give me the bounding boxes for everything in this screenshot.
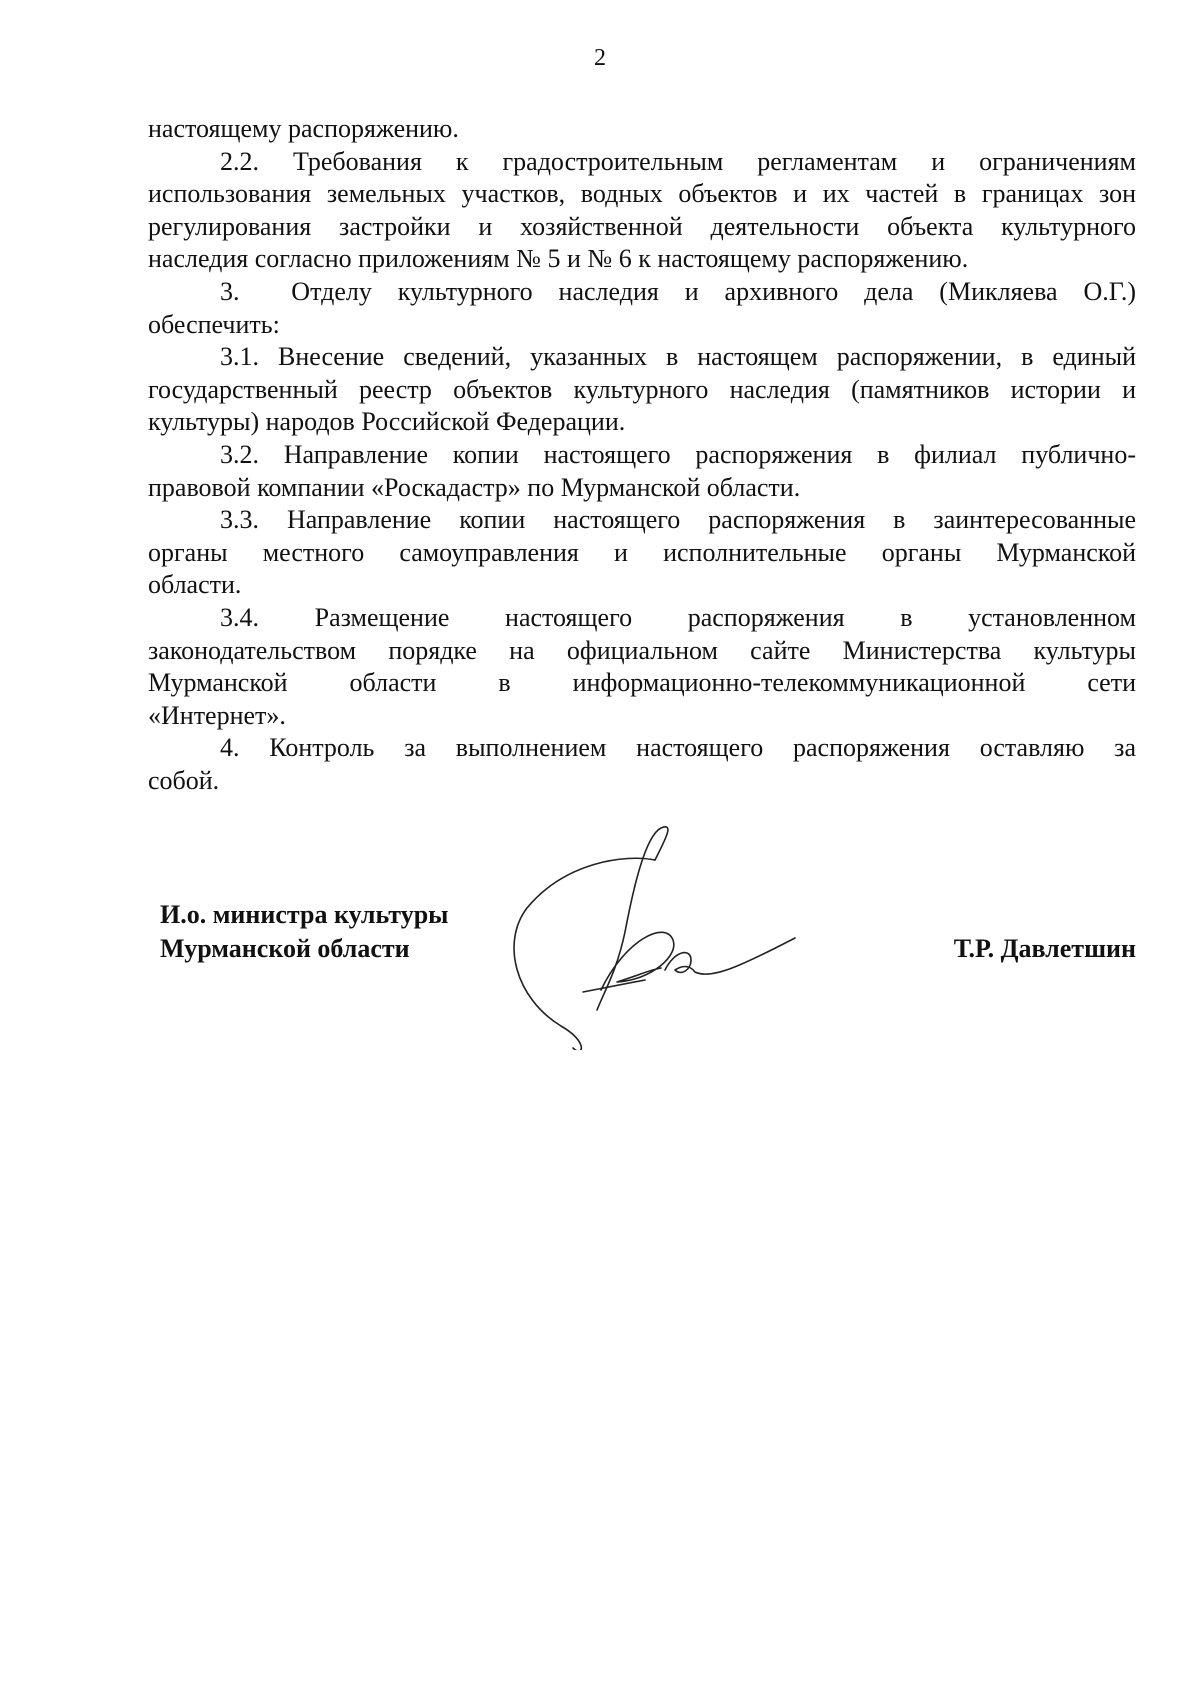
body-line: государственный реестр объектов культурного наследия (памятников истории и xyxy=(148,374,1136,404)
body-line: 3.3. Направление копии настоящего распоряжения в заинтересованные xyxy=(220,505,1136,535)
body-line: 4. Контроль за выполнением настоящего распоряжения оставляю за xyxy=(220,733,1136,763)
body-line: культуры) народов Российской Федерации. xyxy=(148,407,626,437)
page-number: 2 xyxy=(594,45,606,71)
body-line: области. xyxy=(148,570,242,600)
body-line: обеспечить: xyxy=(148,309,280,339)
document-body xyxy=(148,113,1136,797)
body-line: 3. Отделу культурного наследия и архивного дела (Микляева О.Г.) xyxy=(220,276,1136,306)
body-line: законодательством порядке на официальном сайте Министерства культуры xyxy=(148,635,1136,665)
signatory-title xyxy=(160,898,448,966)
handwritten-signature xyxy=(505,820,835,1050)
body-line: собой. xyxy=(148,765,220,795)
signatory-title-line-1: И.о. министра культуры xyxy=(160,900,449,929)
signatory-name: Т.Р. Давлетшин xyxy=(953,934,1136,963)
body-line: Мурманской области в информационно-телекоммуникационной сети xyxy=(148,668,1136,698)
body-line: 3.1. Внесение сведений, указанных в настоящем распоряжении, в единый xyxy=(220,342,1136,372)
body-line: 3.4. Размещение настоящего распоряжения в установленном xyxy=(220,602,1136,632)
body-line: регулирования застройки и хозяйственной деятельности объекта культурного xyxy=(148,211,1136,241)
body-line: наследия согласно приложениям № 5 и № 6 к настоящему распоряжению. xyxy=(148,244,969,274)
body-line: настоящему распоряжению. xyxy=(148,114,459,143)
body-line: «Интернет». xyxy=(148,700,286,730)
body-line: 2.2. Требования к градостроительным регламентам и ограничениям xyxy=(220,146,1136,176)
body-line: органы местного самоуправления и исполнительные органы Мурманской xyxy=(148,537,1136,567)
body-line: 3.2. Направление копии настоящего распоряжения в филиал публично- xyxy=(220,439,1136,469)
body-line: правовой компании «Роскадастр» по Мурманской области. xyxy=(148,472,801,502)
signatory-title-line-2: Мурманской области xyxy=(160,934,410,963)
body-line: использования земельных участков, водных объектов и их частей в границах зон xyxy=(148,179,1136,209)
